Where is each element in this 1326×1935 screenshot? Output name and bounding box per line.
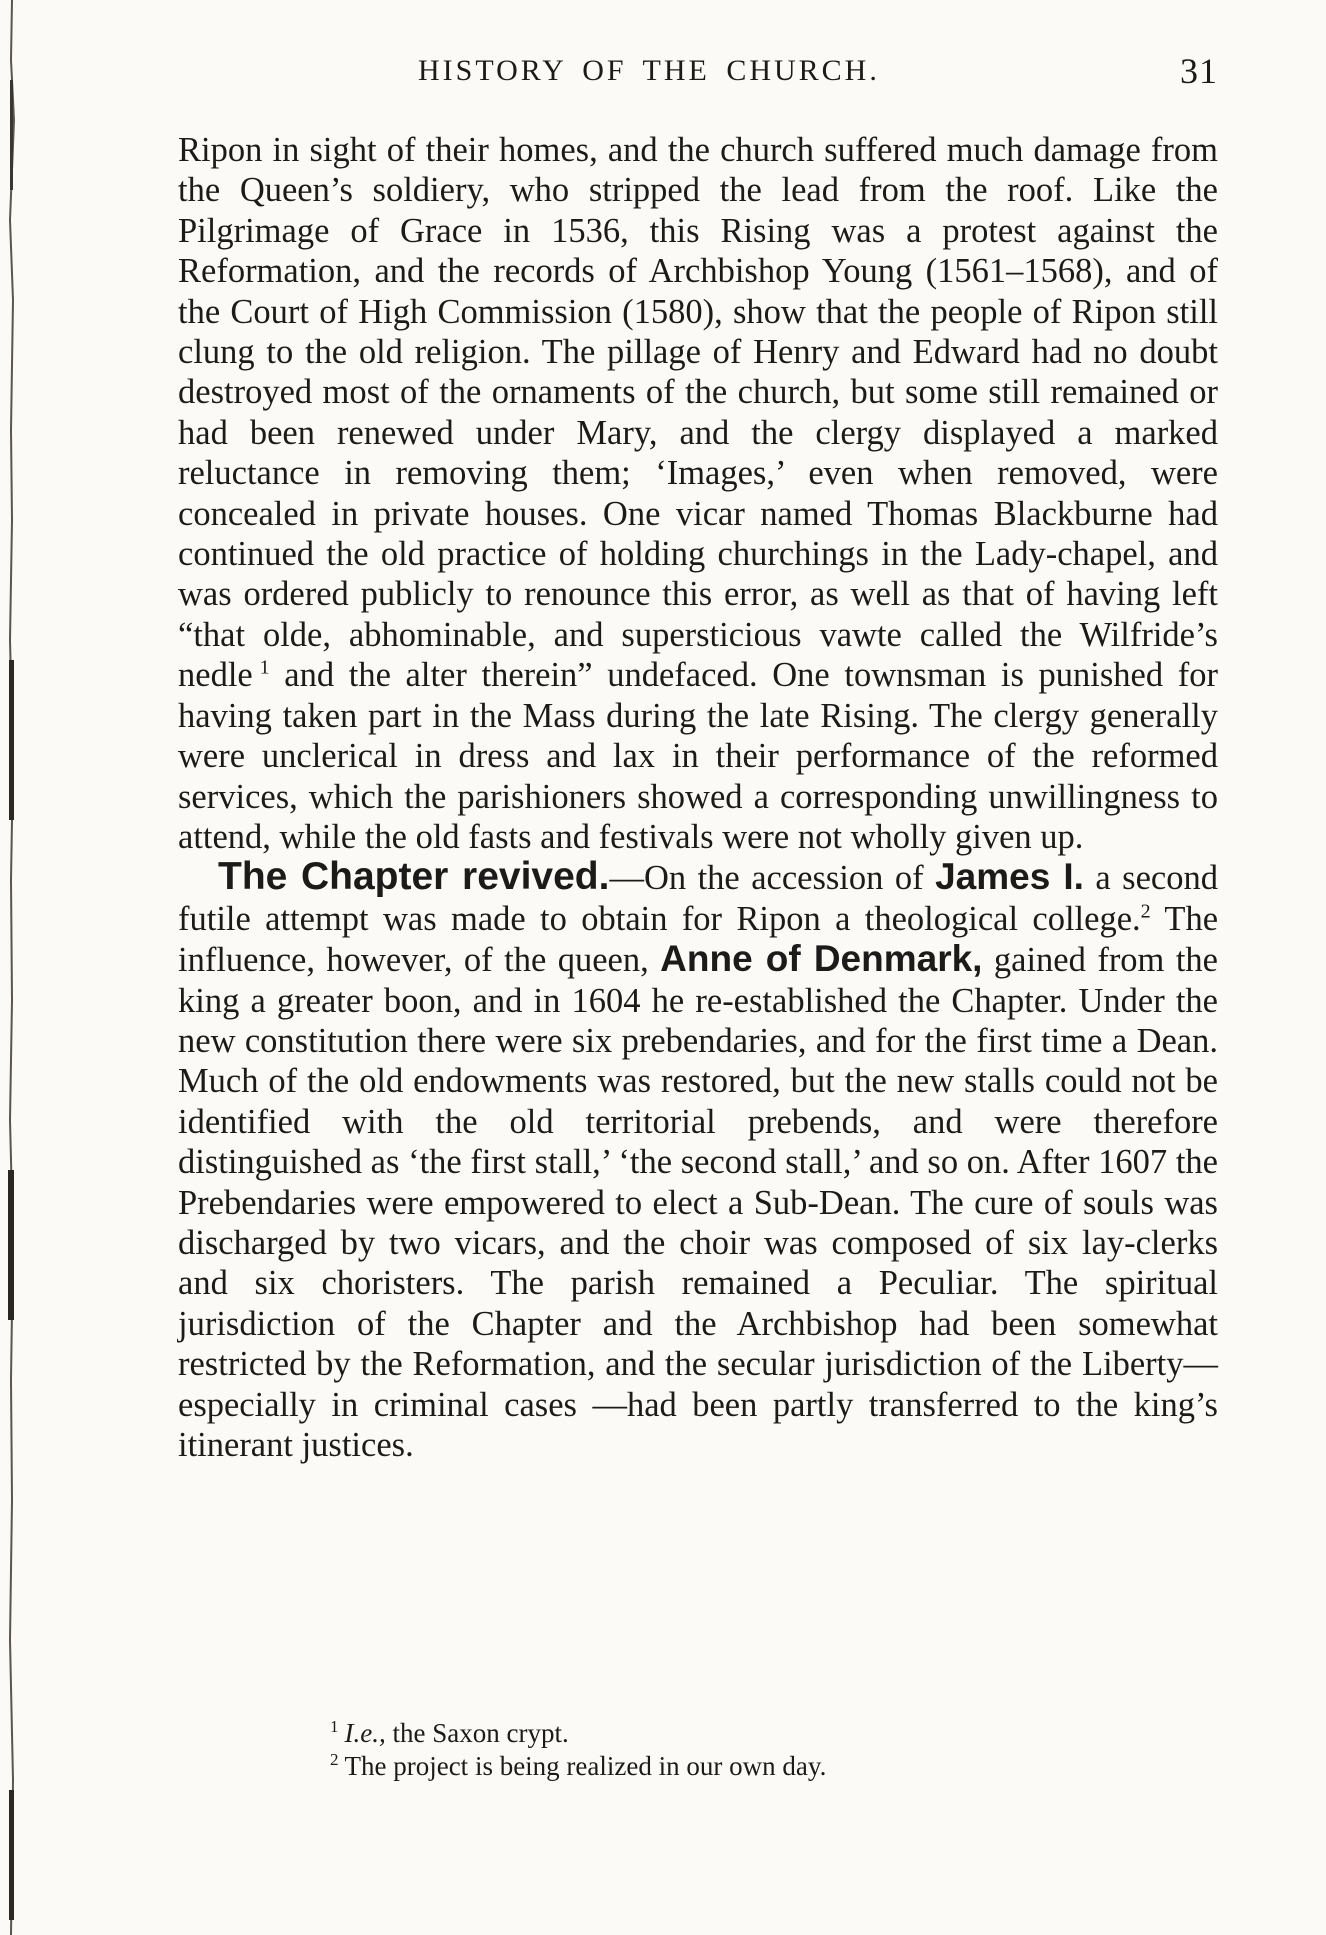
main-text [178,130,1218,1465]
paragraph-1-text: Ripon in sight of their homes, and the church suffered much damage from the Queen’s soldiery, who stripped the lead from the roof. Like the Pilgrimage of Grace in 1536, this Rising was a protest against the Reformation, and the records of Archbishop Young (1561–1568), and of the Court of High Commission (1580), show that the people of Ripon still clung to the old religion. The pillage of Henry and Edward had no doubt destroyed most of the ornaments of the church, but some still remained or had been renewed under Mary, and the clergy displayed a marked reluctance in removing them; ‘Images,’ even when removed, were concealed in private houses. One vicar named Thomas Blackburne had continued the old practice of holding churchings in the Lady-chapel, and was ordered publicly to renounce this error, as well as that of having left “that olde, abhominable, and supersticious vawte called the Wilfride’s nedle [178,131,1218,695]
section-heading: The Chapter revived. [218,855,610,899]
paragraph-2 [178,857,1218,1465]
binding-edge-shadow [0,0,30,1935]
footnotes [330,1717,1110,1783]
bold-name-king: James I. [935,856,1084,898]
footnote-ref-2: 2 [1140,900,1151,923]
paragraph-2-part-b: a second futile attempt was made to obtain for Ripon a theological college. [178,859,1218,938]
paragraph-2-part-a: —On the accession of [609,859,936,898]
paragraph-1-end: and the alter therein” undefaced. One townsman is punished for having taken part in the Mass during the late Rising. The clergy generally were unclerical in dress and lax in their performance of the reformed services, which the parishioners showed a corresponding unwillingness to attend, while the old fasts and festivals were not wholly given up. [178,656,1218,856]
footnote-text: The project is being realized in our own day. [344,1751,827,1781]
paragraph-2-part-c: The influence, however, of the queen, [178,899,1219,980]
page-header [178,51,1218,104]
footnote-marker: 1 [330,1717,339,1736]
footnote-abbreviation: I.e., [344,1718,386,1748]
paragraph-1 [178,130,1218,857]
footnote-text: the Saxon crypt. [385,1718,569,1748]
bold-name-queen: Anne of Denmark, [660,938,983,980]
footnote-ref-1: 1 [259,656,270,679]
footnote-marker: 2 [330,1750,339,1769]
paragraph-2-part-d: gained from the king a greater boon, and in 1604 he re-established the Chapter. Under the new constitution there were six prebendaries, and for the first time a Dean. Much of the old endowments was restored, but the new stalls could not be identified with the old territorial prebends, and were therefore distinguished as ‘the first stall,’ ‘the second stall,’ and so on. After 1607 the Prebendaries were empowered to elect a Sub-Dean. The cure of souls was discharged by two vicars, and the choir was composed of six lay-clerks and six choristers. The parish remained a Peculiar. The spiritual jurisdiction of the Chapter and the Archbishop had been somewhat restricted by the Reformation, and the secular jurisdiction of the Liberty—especially in criminal cases —had been partly transferred to the king’s itinerant justices. [178,941,1218,1464]
footnote-1 [330,1717,1110,1750]
page-number: 31 [1180,51,1218,91]
footnote-2 [330,1750,1110,1783]
running-title: HISTORY OF THE CHURCH. [418,54,880,87]
